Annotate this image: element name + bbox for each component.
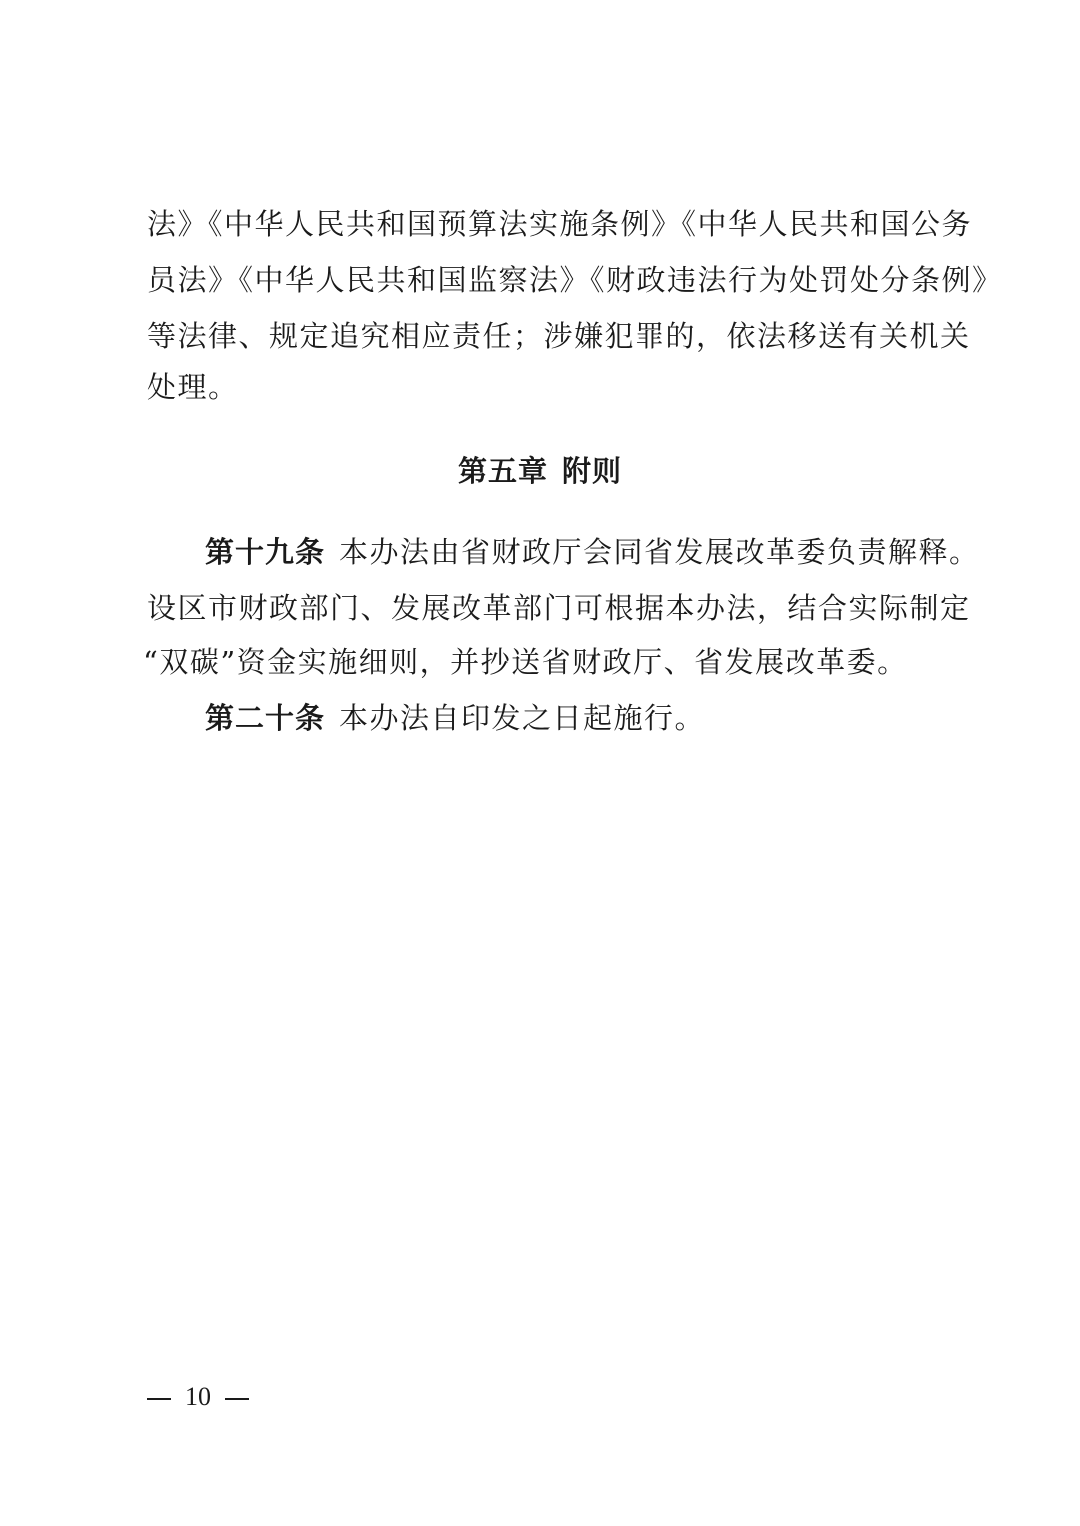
paragraph-line: 处理。	[147, 370, 239, 404]
paragraph-line: 员法》《中华人民共和国监察法》《财政违法行为处罚处分条例》	[147, 263, 1003, 297]
paragraph-line: “双碳”资金实施细则，并抄送省财政厅、省发展改革委。	[143, 645, 908, 679]
paragraph-line: 等法律、规定追究相应责任；涉嫌犯罪的，依法移送有关机关	[147, 319, 971, 353]
article-19-first-line	[205, 534, 1005, 570]
page-number: 10	[185, 1382, 211, 1411]
chapter-number: 第五章	[457, 454, 548, 488]
chapter-heading	[0, 453, 1080, 489]
chapter-title: 附则	[562, 454, 623, 488]
footer-dash-right	[225, 1398, 249, 1400]
paragraph-line: 法》《中华人民共和国预算法实施条例》《中华人民共和国公务	[147, 207, 973, 241]
article-19-text: 本办法由省财政厅会同省发展改革委负责解释。	[339, 535, 980, 569]
article-20-line	[205, 700, 1005, 736]
article-20-text: 本办法自印发之日起施行。	[339, 701, 706, 735]
footer-dash-left	[147, 1398, 171, 1400]
paragraph-line: 设区市财政部门、发展改革部门可根据本办法，结合实际制定	[147, 591, 971, 625]
article-19-title: 第十九条	[205, 535, 326, 569]
article-20-title: 第二十条	[205, 701, 326, 735]
page-footer	[147, 1382, 249, 1412]
